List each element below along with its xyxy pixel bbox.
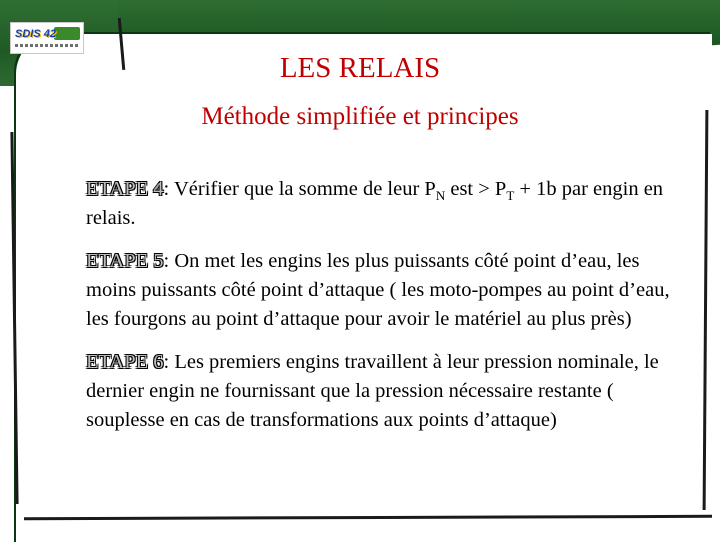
slide-title: LES RELAIS bbox=[279, 52, 441, 84]
subscript-t: T bbox=[506, 188, 515, 204]
step-paragraph bbox=[86, 348, 686, 435]
logo-line bbox=[15, 44, 79, 47]
step-text: + 1b par engin en relais. bbox=[86, 178, 664, 229]
step-paragraph bbox=[86, 247, 686, 334]
slide-subtitle: Méthode simplifiée et principes bbox=[201, 103, 519, 130]
step-text: : Vérifier que la somme de leur P bbox=[163, 178, 436, 200]
logo-text: SDIS 42 bbox=[15, 28, 56, 40]
logo-badge-icon bbox=[54, 27, 80, 40]
step-label: ETAPE 5 bbox=[86, 250, 164, 272]
step-text: est > P bbox=[445, 178, 507, 200]
step-paragraph bbox=[86, 175, 686, 233]
sdis-logo bbox=[10, 22, 84, 54]
step-label: ETAPE 4 bbox=[86, 178, 164, 200]
step-label: ETAPE 6 bbox=[86, 351, 164, 373]
step-text: : On met les engins les plus puissants côté point d’eau, les moins puissants côté point d’attaque ( les moto-pompes au point d’eau, les fourgons au point d’attaque pour avoir le matériel au plus près) bbox=[86, 250, 670, 330]
slide-body bbox=[86, 175, 686, 449]
subscript-n: N bbox=[435, 188, 446, 204]
step-text: : Les premiers engins travaillent à leur pression nominale, le dernier engin ne fournissant que la pression nécessaire restante ( souplesse en cas de transformations aux points d’attaque) bbox=[86, 351, 659, 431]
